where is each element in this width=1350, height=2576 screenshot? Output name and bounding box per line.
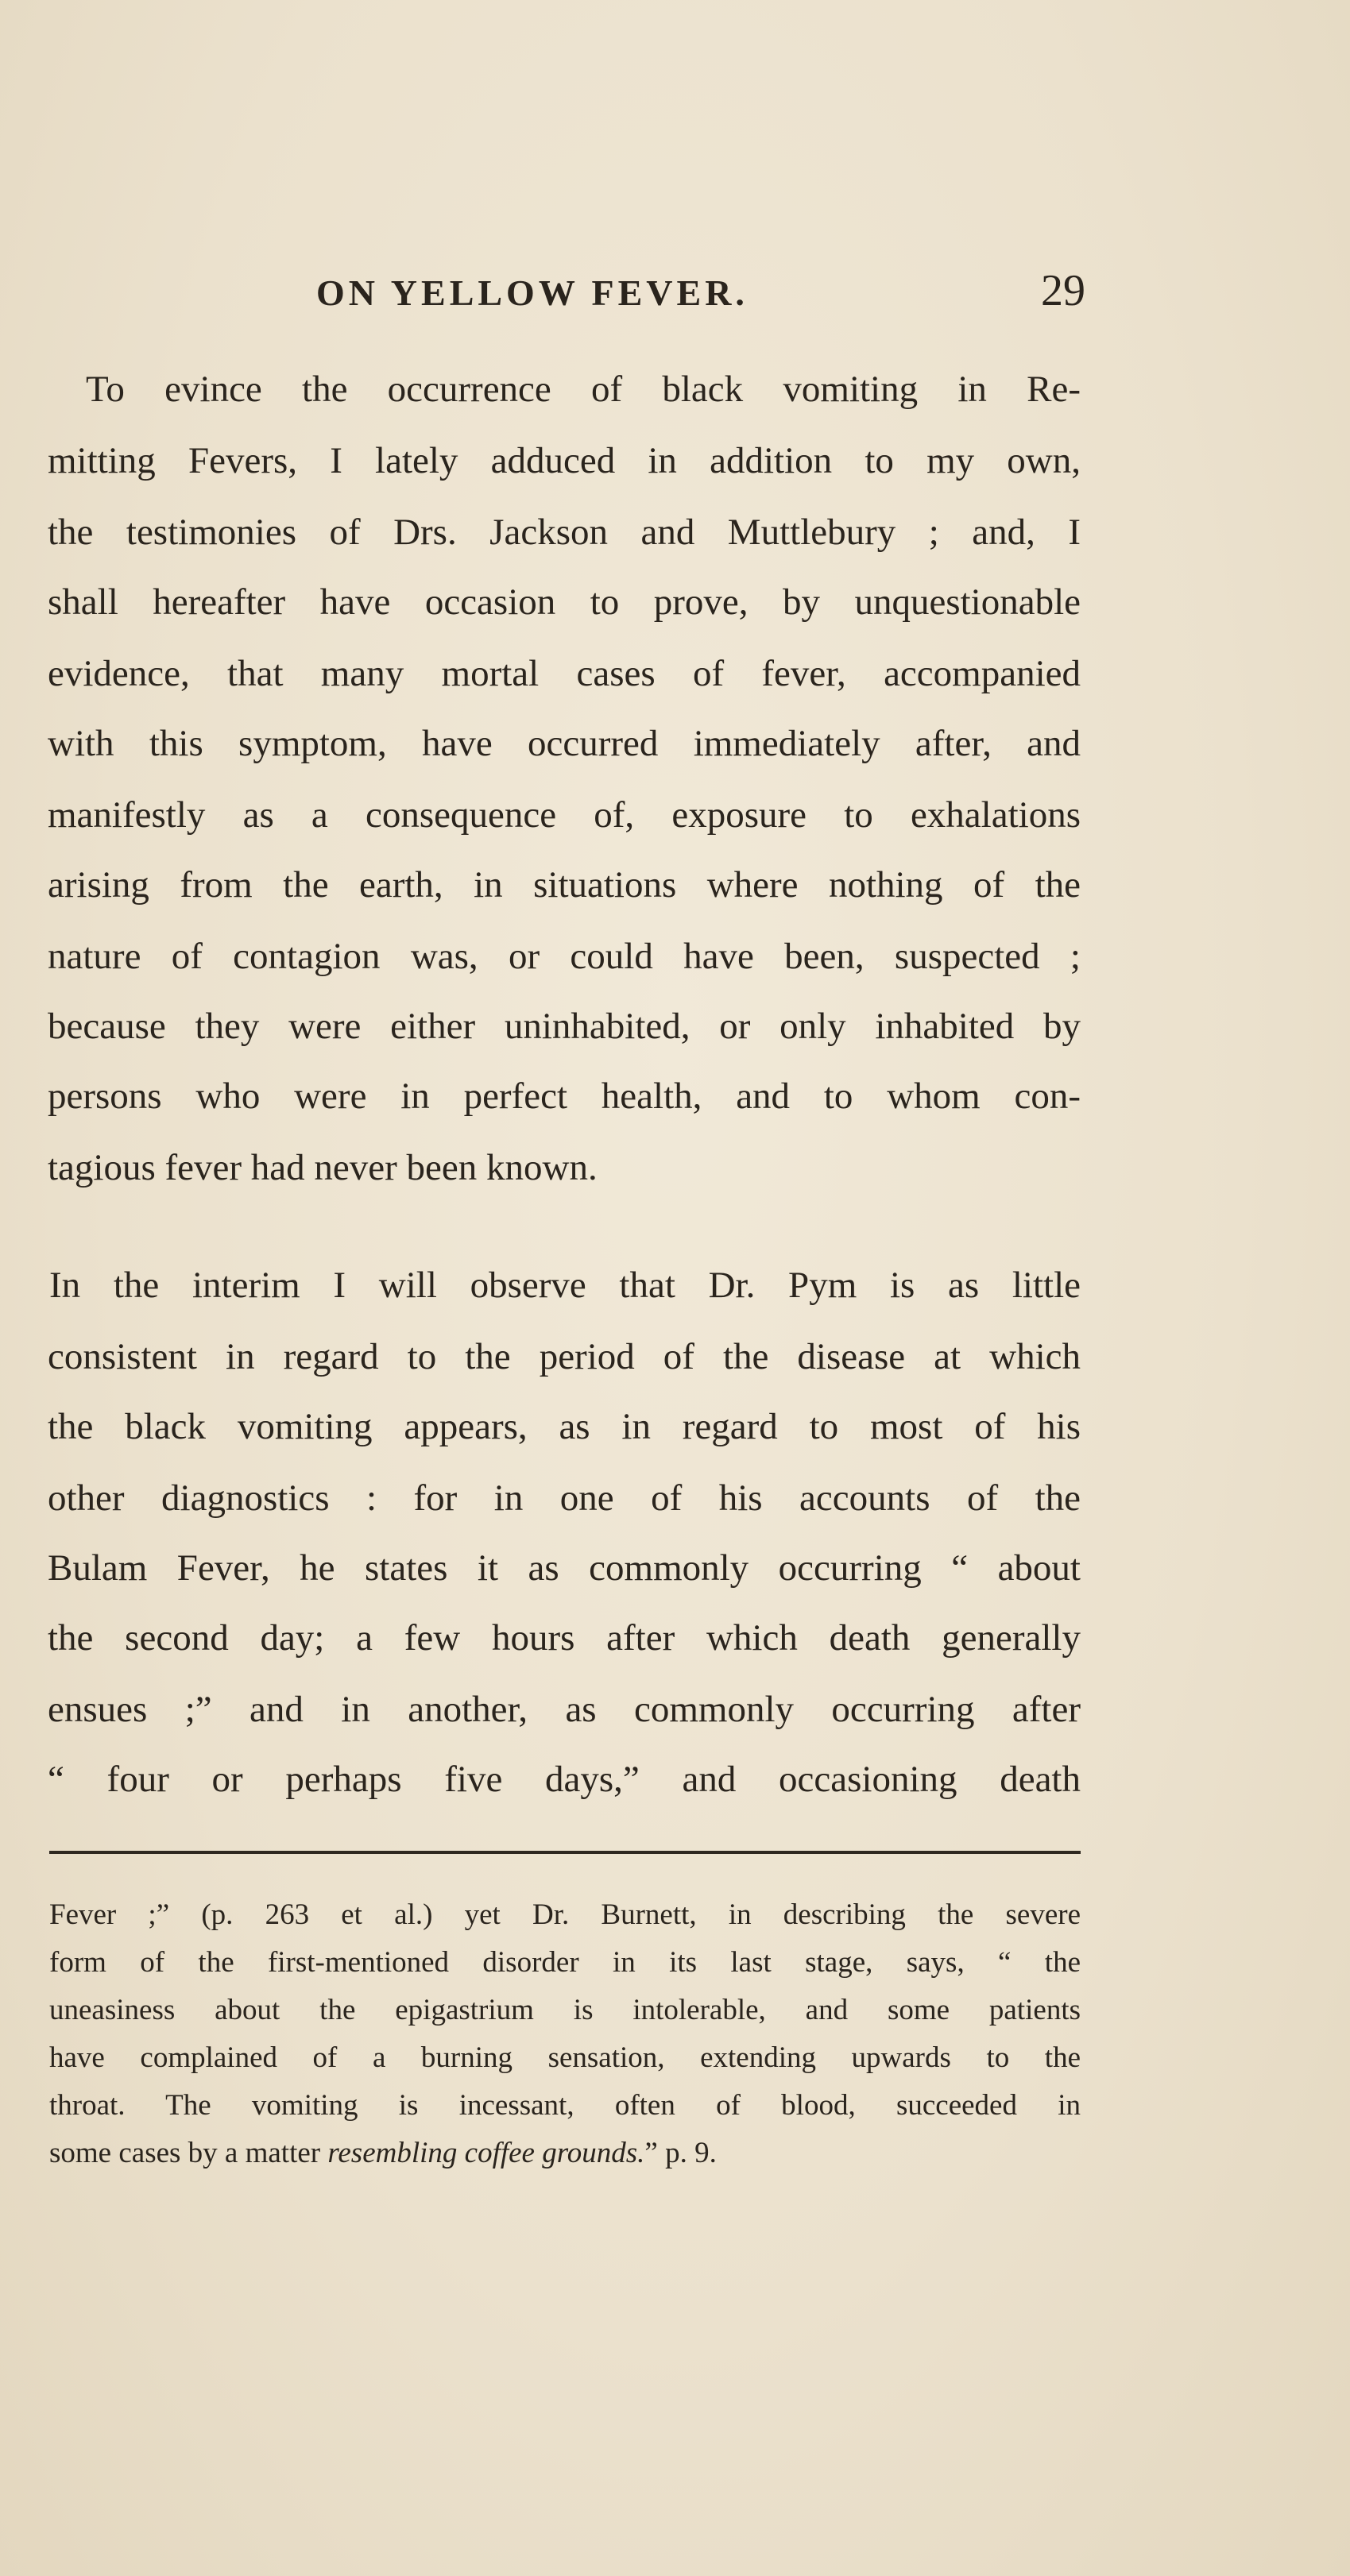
paragraph-line: To evince the occurrence of black vomiting in Re- <box>86 369 1081 410</box>
paragraph-line: the black vomiting appears, as in regard to most of his <box>48 1406 1081 1447</box>
paragraph-line: evidence, that many mortal cases of fever, accompanied <box>48 653 1081 694</box>
paragraph-line: because they were either uninhabited, or only inhabited by <box>48 1006 1081 1047</box>
paragraph-line: shall hereafter have occasion to prove, by unquestionable <box>48 581 1081 623</box>
page-header <box>48 253 1097 316</box>
page-number: 29 <box>1041 266 1085 315</box>
paragraph-line: the second day; a few hours after which death generally <box>48 1617 1081 1659</box>
paragraph-line: manifestly as a consequence of, exposure to exhalations <box>48 794 1081 836</box>
paragraph-line: other diagnostics : for in one of his accounts of the <box>48 1477 1081 1519</box>
paragraph-line: Bulam Fever, he states it as commonly occurring “ about <box>48 1547 1081 1589</box>
running-title: ON YELLOW FEVER. <box>316 272 748 313</box>
paragraph-line: mitting Fevers, I lately adduced in addition to my own, <box>48 440 1081 481</box>
footnote-line: throat. The vomiting is incessant, often of blood, succeeded in <box>49 2089 1081 2122</box>
footnote-line: have complained of a burning sensation, extending upwards to the <box>49 2041 1081 2074</box>
footnote-line: uneasiness about the epigastrium is intolerable, and some patients <box>49 1994 1081 2026</box>
paragraph-line: arising from the earth, in situations where nothing of the <box>48 864 1081 906</box>
footnote-text: ” p. 9. <box>644 2137 717 2169</box>
paragraph-line: ensues ;” and in another, as commonly occurring after <box>48 1689 1081 1730</box>
paragraph-line: persons who were in perfect health, and to whom con- <box>48 1076 1081 1117</box>
paragraph-line: In the interim I will observe that Dr. Pym is as little <box>49 1265 1081 1306</box>
paragraph-line: “ four or perhaps five days,” and occasioning death <box>48 1759 1081 1800</box>
footnote-text: some cases by a matter <box>49 2137 328 2169</box>
paragraph-line: consistent in regard to the period of the disease at which <box>48 1336 1081 1377</box>
paragraph-line: with this symptom, have occurred immediately after, and <box>48 723 1081 764</box>
paragraph-line: the testimonies of Drs. Jackson and Muttlebury ; and, I <box>48 512 1081 553</box>
footnote-rule <box>49 1851 1081 1854</box>
paragraph-line: tagious fever had never been known. <box>48 1147 598 1188</box>
paragraph-line: nature of contagion was, or could have been, suspected ; <box>48 936 1081 977</box>
footnote-line: form of the first-mentioned disorder in its last stage, says, “ the <box>49 1946 1081 1979</box>
footnote-line: Fever ;” (p. 263 et al.) yet Dr. Burnett, in describing the severe <box>49 1898 1081 1931</box>
footnote-line-last <box>49 2134 1081 2173</box>
footnote-italic-quote: resembling coffee grounds. <box>327 2137 645 2169</box>
